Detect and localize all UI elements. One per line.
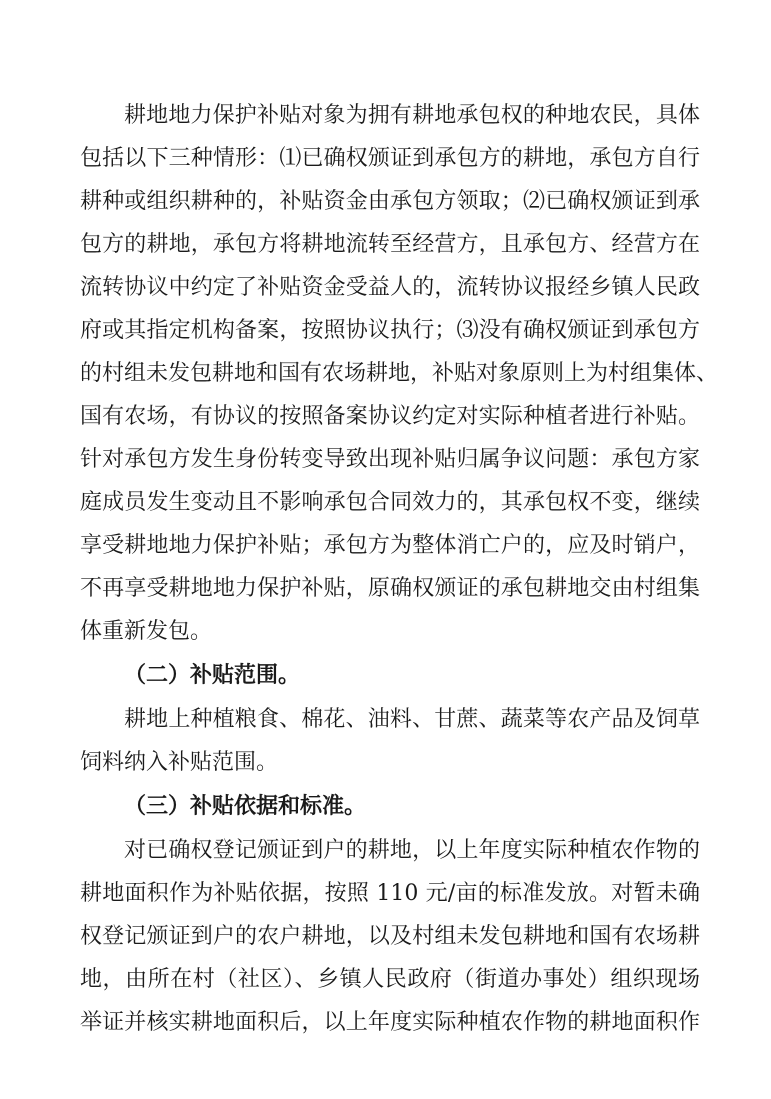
text-line: 包方的耕地，承包方将耕地流转至经营方，且承包方、经营方在 — [80, 232, 700, 257]
text-line: 享受耕地地力保护补贴；承包方为整体消亡户的，应及时销户， — [80, 533, 700, 558]
text-line: 地，由所在村（社区）、乡镇人民政府（街道办事处）组织现场 — [80, 967, 700, 992]
text-line: 包括以下三种情形：⑴已确权颁证到承包方的耕地，承包方自行 — [80, 146, 700, 171]
text-line: 体重新发包。 — [80, 619, 213, 644]
text-line: 耕地上种植粮食、棉花、油料、甘蔗、蔬菜等农产品及饲草 — [124, 707, 700, 732]
text-line: 府或其指定机构备案，按照协议执行；⑶没有确权颁证到承包方 — [80, 318, 700, 343]
text-line: 耕地地力保护补贴对象为拥有耕地承包权的种地农民，具体 — [124, 103, 700, 128]
text-line: 耕种或组织耕种的，补贴资金由承包方领取；⑵已确权颁证到承 — [80, 189, 700, 214]
text-line: 不再享受耕地地力保护补贴，原确权颁证的承包耕地交由村组集 — [80, 576, 700, 601]
text-line: 流转协议中约定了补贴资金受益人的，流转协议报经乡镇人民政 — [80, 275, 700, 300]
text-line: 国有农场，有协议的按照备案协议约定对实际种植者进行补贴。 — [80, 404, 700, 429]
text-line: 举证并核实耕地面积后，以上年度实际种植农作物的耕地面积作 — [80, 1010, 700, 1035]
text-line: 权登记颁证到户的农户耕地，以及村组未发包耕地和国有农场耕 — [80, 924, 700, 949]
section-heading-scope: （二）补贴范围。 — [124, 663, 301, 688]
text-line: 庭成员发生变动且不影响承包合同效力的，其承包权不变，继续 — [80, 490, 700, 515]
text-line: 针对承包方发生身份转变导致出现补贴归属争议问题：承包方家 — [80, 447, 700, 472]
section-heading-standard: （三）补贴依据和标准。 — [124, 794, 367, 819]
text-line: 对已确权登记颁证到户的耕地，以上年度实际种植农作物的 — [124, 838, 700, 863]
text-line: 的村组未发包耕地和国有农场耕地，补贴对象原则上为村组集体、 — [80, 361, 719, 386]
text-line: 饲料纳入补贴范围。 — [80, 750, 279, 775]
text-line: 耕地面积作为补贴依据，按照 110 元/亩的标准发放。对暂未确 — [80, 881, 700, 906]
